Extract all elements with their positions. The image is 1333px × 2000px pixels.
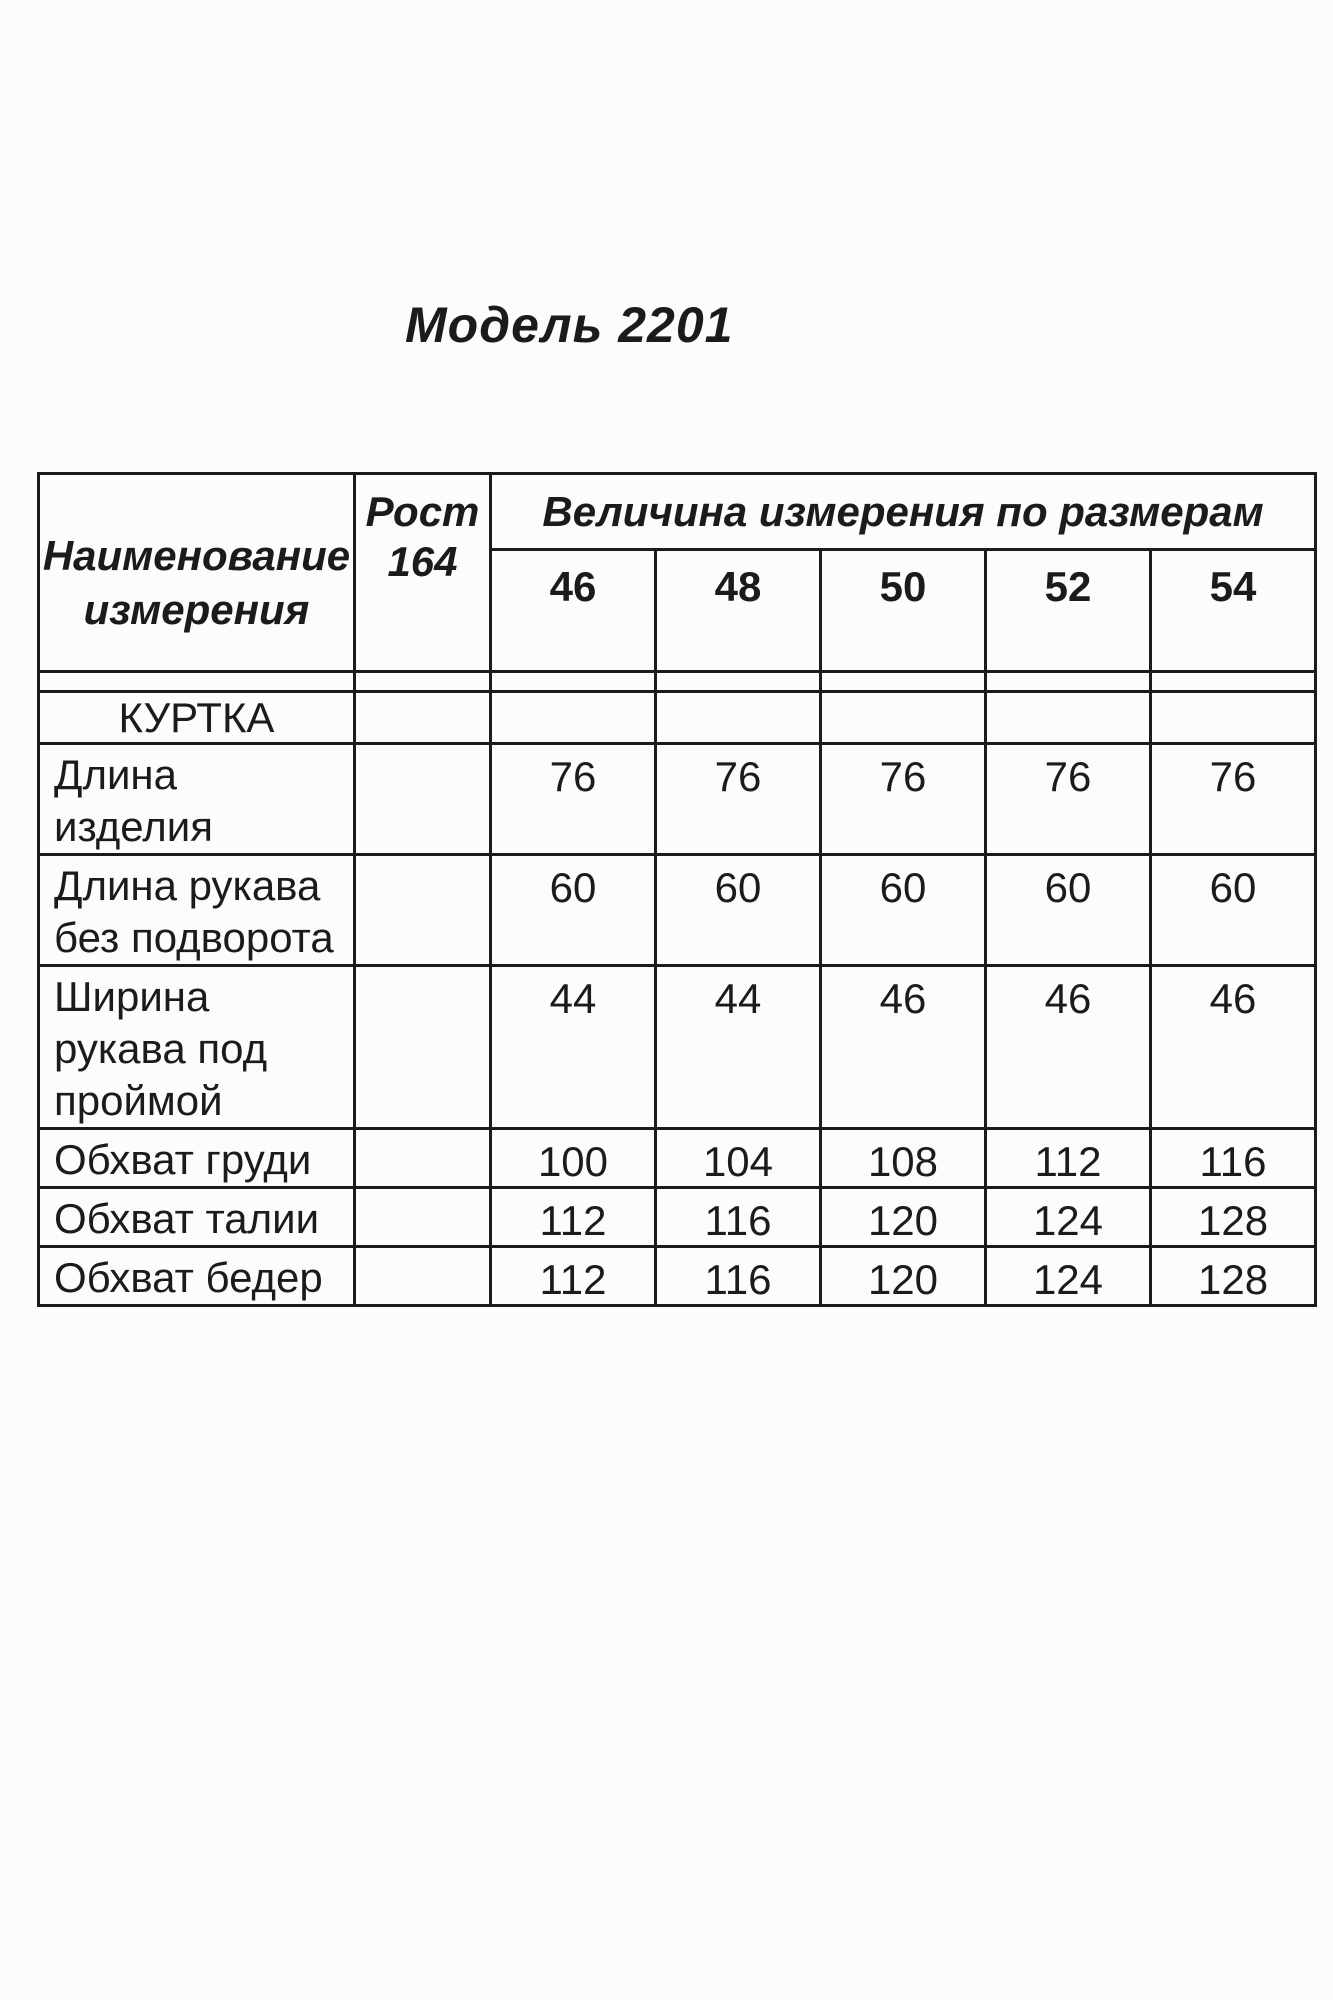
size-col-header-48: 48 xyxy=(656,550,821,692)
measurement-value: 104 xyxy=(656,1129,821,1188)
measurement-value: 100 xyxy=(491,1129,656,1188)
measurement-value: 46 xyxy=(986,966,1151,1129)
measurement-label: Длина изделия xyxy=(39,744,355,855)
measurement-value: 108 xyxy=(821,1129,986,1188)
measurement-value: 60 xyxy=(821,855,986,966)
measurement-label: Обхват груди xyxy=(39,1129,355,1188)
size-col-header-46: 46 xyxy=(491,550,656,692)
measurement-value: 46 xyxy=(1151,966,1316,1129)
empty-cell xyxy=(821,692,986,744)
rost-header xyxy=(355,474,491,692)
size-col-header-50: 50 xyxy=(821,550,986,692)
measurement-value: 76 xyxy=(656,744,821,855)
measurement-value: 124 xyxy=(986,1247,1151,1306)
measurement-value: 116 xyxy=(1151,1129,1316,1188)
page-title: Модель 2201 xyxy=(405,297,734,353)
measurement-value: 112 xyxy=(491,1188,656,1247)
table-row xyxy=(39,1129,1316,1188)
table-row xyxy=(39,744,1316,855)
empty-cell xyxy=(1151,692,1316,744)
table-row xyxy=(39,1247,1316,1306)
measurement-value: 112 xyxy=(986,1129,1151,1188)
empty-cell xyxy=(355,1129,491,1188)
measurement-value: 120 xyxy=(821,1247,986,1306)
empty-cell xyxy=(355,692,491,744)
section-label: КУРТКА xyxy=(39,692,355,744)
empty-cell xyxy=(656,692,821,744)
measurement-value: 76 xyxy=(1151,744,1316,855)
sizes-caption: Величина измерения по размерам xyxy=(491,474,1316,550)
measurement-value: 60 xyxy=(1151,855,1316,966)
size-table-container xyxy=(37,472,1314,1307)
measurement-value: 124 xyxy=(986,1188,1151,1247)
table-row xyxy=(39,966,1316,1129)
empty-cell xyxy=(355,855,491,966)
measurement-value: 128 xyxy=(1151,1247,1316,1306)
empty-cell xyxy=(986,692,1151,744)
measurement-name-header: Наименование измерения xyxy=(39,474,355,692)
empty-cell xyxy=(355,1188,491,1247)
empty-cell xyxy=(355,744,491,855)
measurement-value: 76 xyxy=(986,744,1151,855)
measurement-value: 120 xyxy=(821,1188,986,1247)
measurement-label: Длина рукава без подворота xyxy=(39,855,355,966)
empty-cell xyxy=(491,692,656,744)
measurement-value: 76 xyxy=(821,744,986,855)
table-row xyxy=(39,1188,1316,1247)
measurement-value: 112 xyxy=(491,1247,656,1306)
measurement-label: Обхват бедер xyxy=(39,1247,355,1306)
empty-cell xyxy=(355,1247,491,1306)
rost-label: Рост xyxy=(365,488,480,535)
measurement-value: 44 xyxy=(656,966,821,1129)
size-col-header-52: 52 xyxy=(986,550,1151,692)
measurement-label: Обхват талии xyxy=(39,1188,355,1247)
measurement-value: 128 xyxy=(1151,1188,1316,1247)
measurement-value: 60 xyxy=(656,855,821,966)
measurement-value: 60 xyxy=(491,855,656,966)
table-row xyxy=(39,855,1316,966)
measurement-value: 46 xyxy=(821,966,986,1129)
empty-cell xyxy=(355,966,491,1129)
rost-value: 164 xyxy=(387,538,458,585)
size-col-header-54: 54 xyxy=(1151,550,1316,692)
section-row xyxy=(39,692,1316,744)
header-band-row xyxy=(39,474,1316,550)
measurement-label: Ширина рукава под проймой xyxy=(39,966,355,1129)
measurement-value: 60 xyxy=(986,855,1151,966)
measurement-value: 116 xyxy=(656,1247,821,1306)
size-table xyxy=(37,472,1317,1307)
measurement-value: 76 xyxy=(491,744,656,855)
measurement-value: 44 xyxy=(491,966,656,1129)
measurement-value: 116 xyxy=(656,1188,821,1247)
